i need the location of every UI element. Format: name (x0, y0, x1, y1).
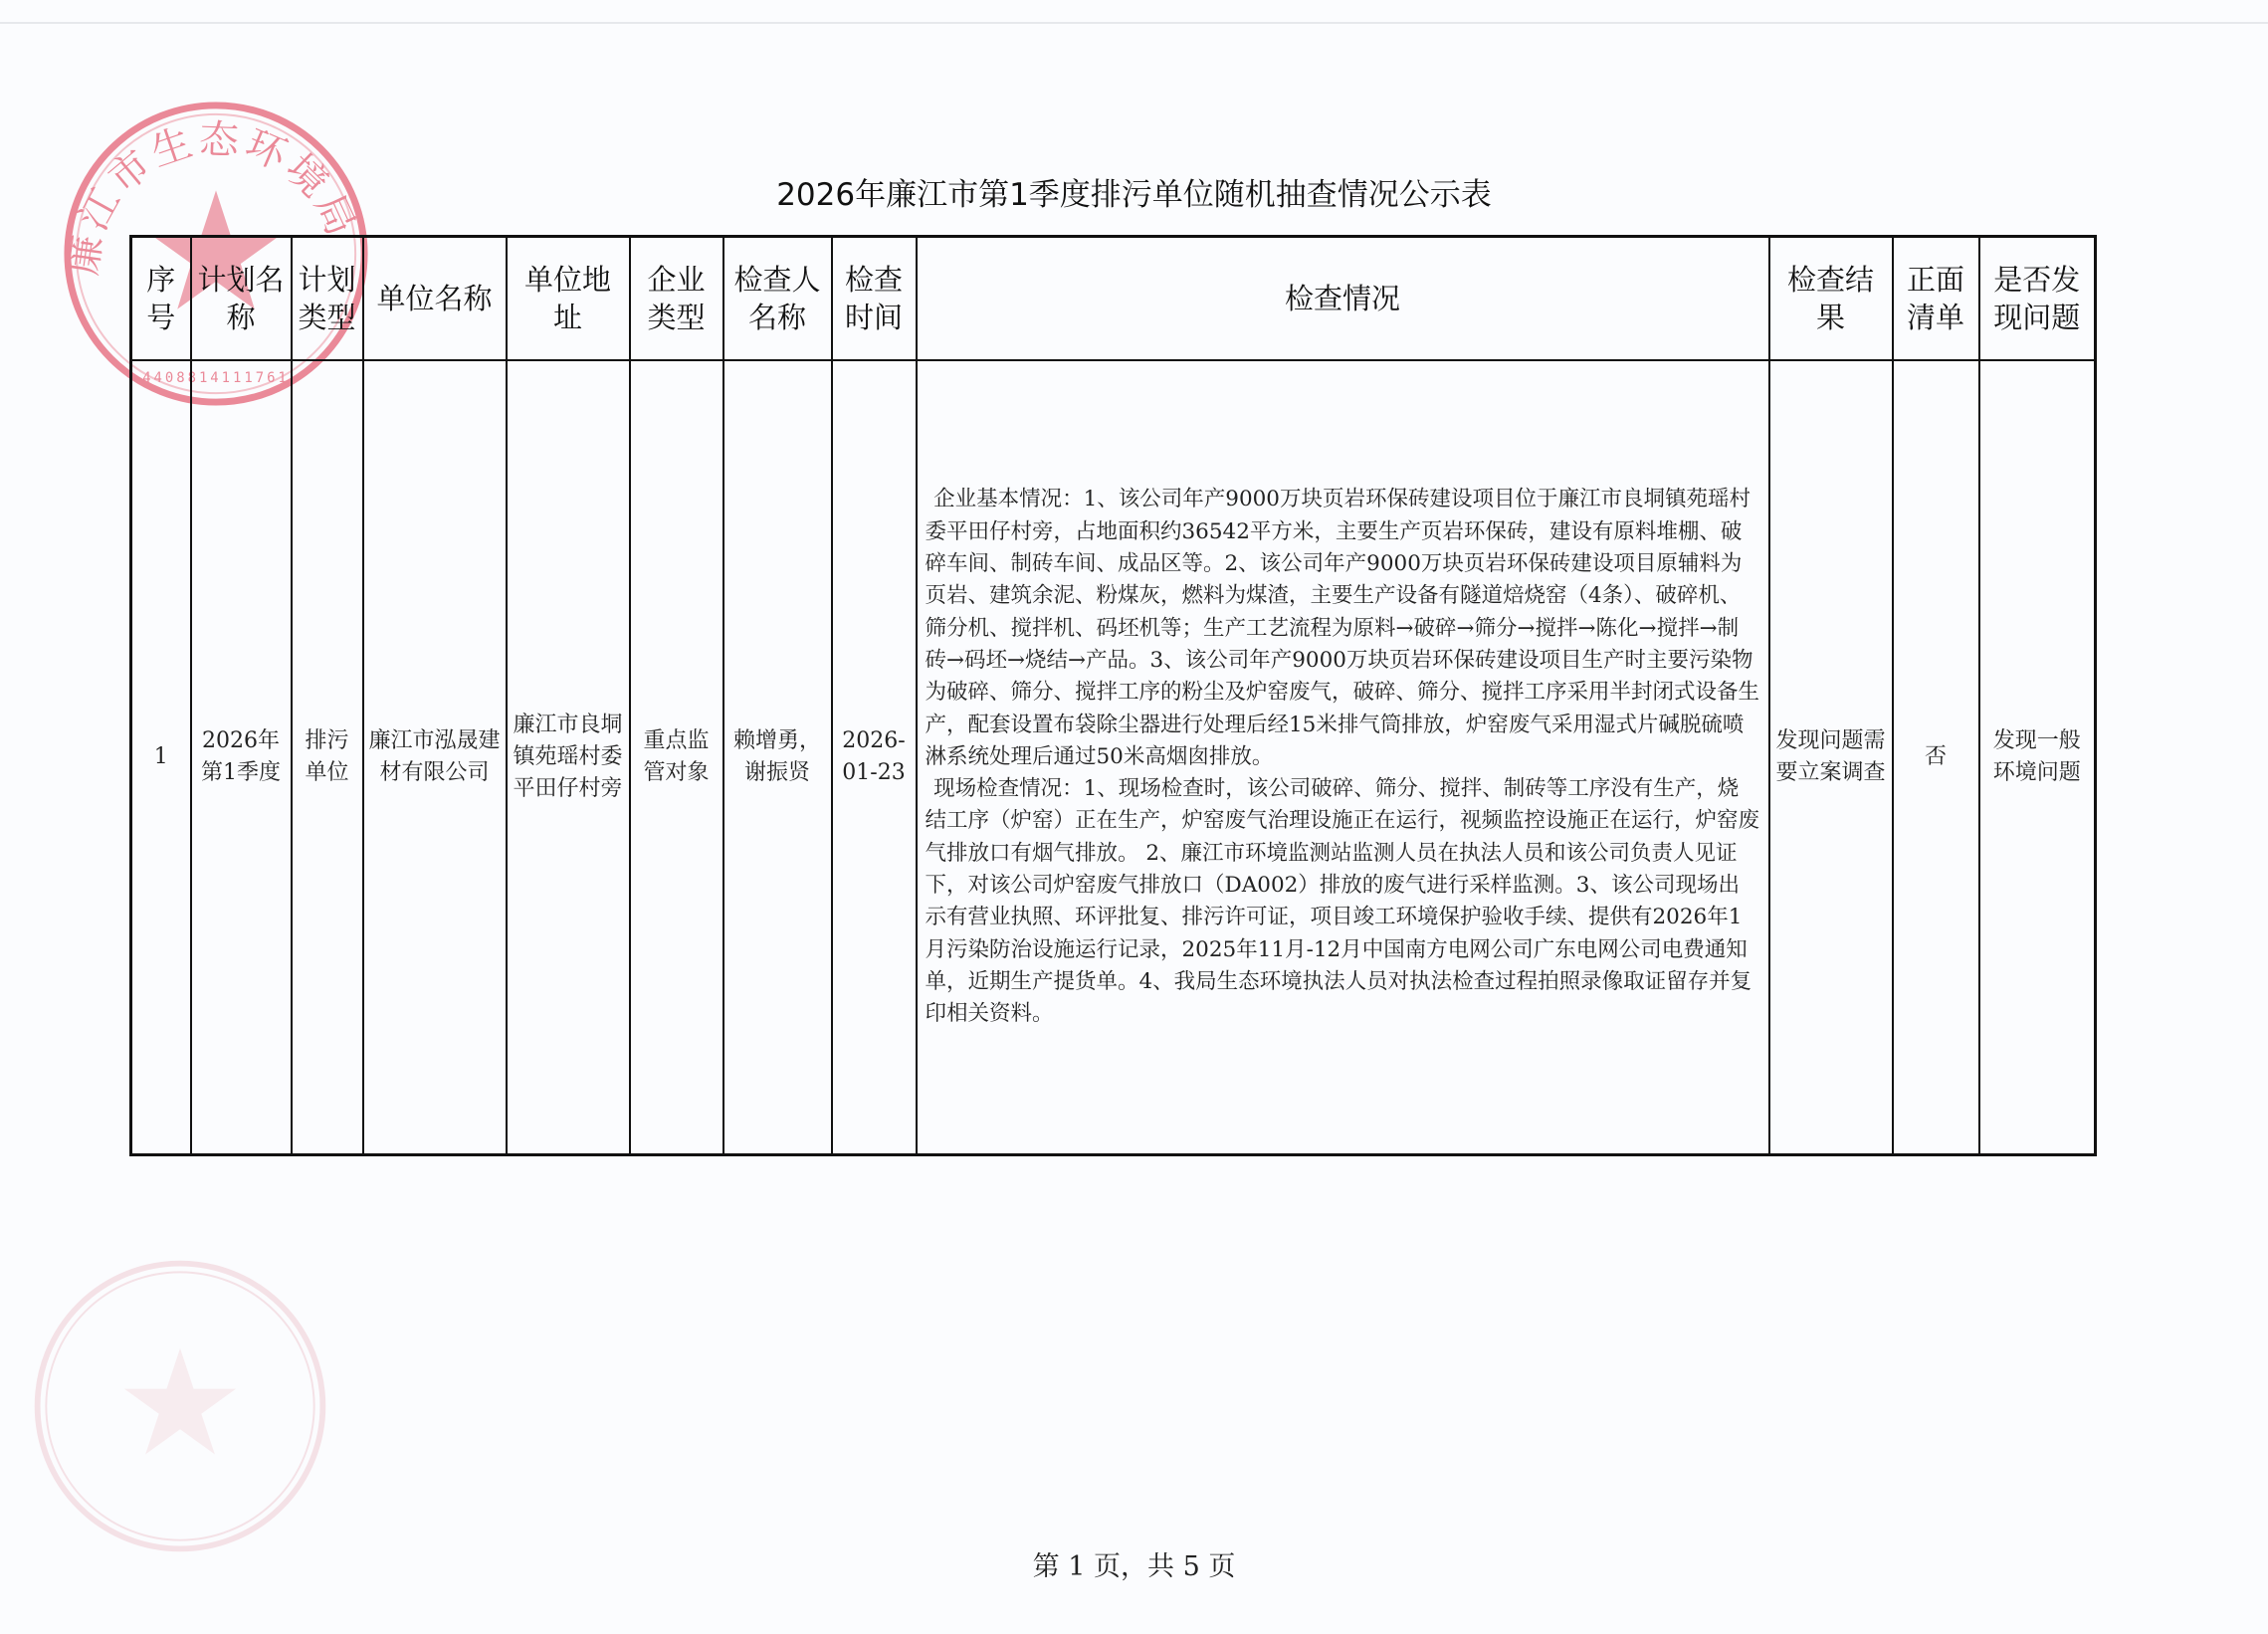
details-basic-info: 企业基本情况：1、该公司年产9000万块页岩环保砖建设项目位于廉江市良垌镇苑瑶村委平田仔村旁，占地面积约36542平方米，主要生产页岩环保砖，建设有原料堆棚、破碎车间、制砖车间、成品区等。2、该公司年产9000万块页岩环保砖建设项目原辅料为页岩、建筑余泥、粉煤灰，燃料为煤渣，主要生产设备有隧道焙烧窑（4条）、破碎机、筛分机、搅拌机、码坯机等；生产工艺流程为原料→破碎→筛分→搅拌→陈化→搅拌→制砖→码坯→烧结→产品。3、该公司年产9000万块页岩环保砖建设项目生产时主要污染物为破碎、筛分、搅拌工序的粉尘及炉窑废气，破碎、筛分、搅拌工序采用半封闭式设备生产，配套设置布袋除尘器进行处理后经15米排气筒排放，炉窑废气采用湿式片碱脱硫喷淋系统处理后通过50米高烟囱排放。 (925, 487, 1760, 769)
header-unit-name: 单位名称 (363, 237, 507, 361)
header-enterprise-type: 企业类型 (630, 237, 723, 361)
faded-seal-icon (26, 1252, 334, 1560)
header-problem-found: 是否发现问题 (1979, 237, 2096, 361)
seal-text: 廉江市生态环境局 (60, 116, 366, 279)
header-plan-name: 计划名称 (191, 237, 292, 361)
cell-plan-type: 排污单位 (292, 360, 363, 1155)
cell-inspection-date: 2026-01-23 (832, 360, 917, 1155)
document-title: 2026年廉江市第1季度排污单位随机抽查情况公示表 (776, 177, 1492, 213)
header-inspection-details: 检查情况 (917, 237, 1769, 361)
details-site-check: 现场检查情况：1、现场检查时，该公司破碎、筛分、搅拌、制砖等工序没有生产，烧结工序（炉窑）正在生产，炉窑废气治理设施正在运行，视频监控设施正在运行，炉窑废气排放口有烟气排放。 2、廉江市环境监测站监测人员在执法人员和该公司负责人见证下，对该公司炉窑废气排放口（DA002）排放的废气进行采样监测。3、该公司现场出示有营业执照、环评批复、排污许可证，项目竣工环境保护验收手续、提供有2026年1月污染防治设施运行记录，2025年11月-12月中国南方电网公司广东电网公司电费通知单，近期生产提货单。4、我局生态环境执法人员对执法检查过程拍照录像取证留存并复印相关资料。 (925, 776, 1760, 1027)
seal-serial: 4408814111761 (142, 370, 290, 387)
header-inspection-result: 检查结果 (1769, 237, 1893, 361)
inspection-table (129, 235, 2097, 1156)
header-inspectors: 检查人名称 (723, 237, 832, 361)
table-row (131, 360, 2096, 1155)
header-plan-type: 计划类型 (292, 237, 363, 361)
cell-unit-name: 廉江市泓晟建材有限公司 (363, 360, 507, 1155)
table-header-row (131, 237, 2096, 361)
cell-problem-found: 发现一般环境问题 (1979, 360, 2096, 1155)
cell-inspection-details (917, 360, 1769, 1155)
cell-inspection-result: 发现问题需要立案调查 (1769, 360, 1893, 1155)
header-unit-address: 单位地址 (507, 237, 630, 361)
cell-plan-name: 2026年第1季度 (191, 360, 292, 1155)
header-positive-list: 正面清单 (1893, 237, 1979, 361)
page-top-rule (0, 22, 2268, 24)
cell-enterprise-type: 重点监管对象 (630, 360, 723, 1155)
header-inspection-date: 检查时间 (832, 237, 917, 361)
cell-unit-address: 廉江市良垌镇苑瑶村委平田仔村旁 (507, 360, 630, 1155)
header-index: 序号 (131, 237, 191, 361)
cell-index: 1 (131, 360, 191, 1155)
cell-inspectors: 赖增勇，谢振贤 (723, 360, 832, 1155)
cell-positive-list: 否 (1893, 360, 1979, 1155)
page-footer: 第 1 页，共 5 页 (1032, 1551, 1236, 1582)
